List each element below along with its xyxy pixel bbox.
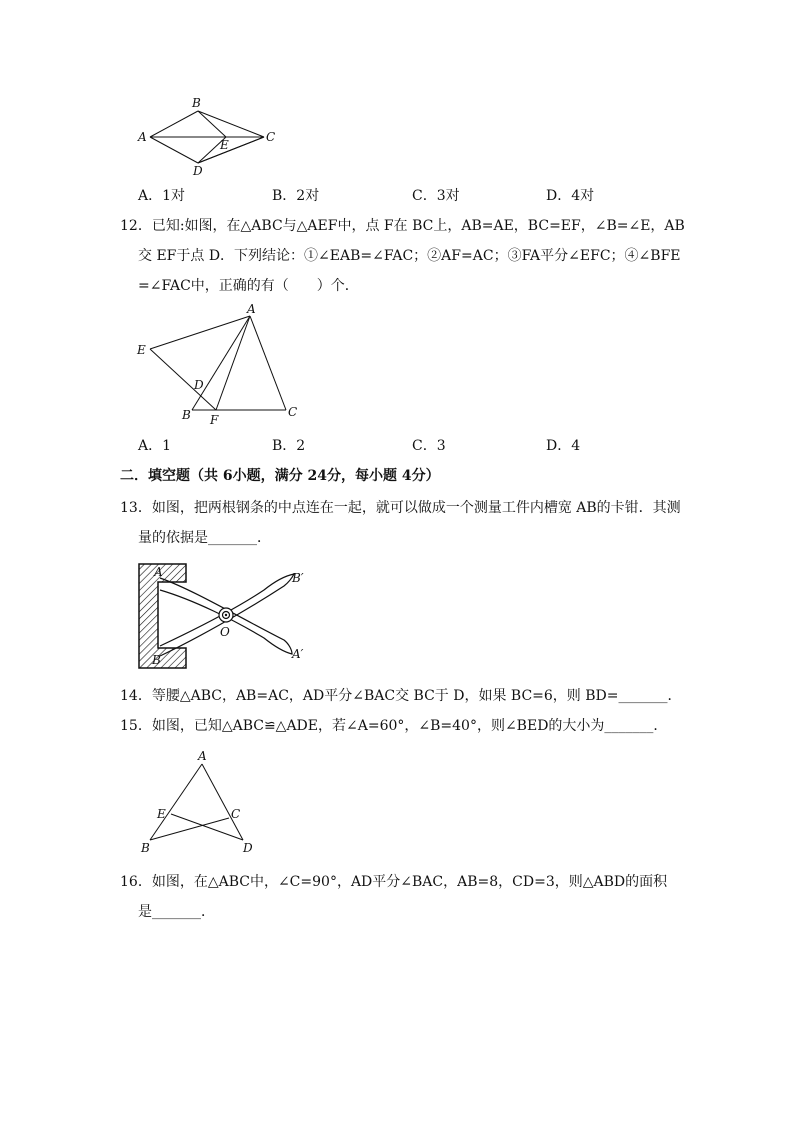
- q12-label-D: D: [194, 378, 204, 392]
- q11-option-a: A．1对: [138, 188, 186, 204]
- q12-figure: [130, 302, 310, 427]
- q11-label-A: A: [138, 130, 147, 144]
- q15-line-1: 15．如图，已知△ABC≌△ADE，若∠A=60°，∠B=40°，则∠BED的大小为_______．: [120, 718, 668, 734]
- q13-label-A: A: [154, 565, 163, 579]
- q16-line-2: 是_______．: [138, 904, 215, 920]
- q12-label-C: C: [288, 405, 298, 419]
- q12-option-d: D．4: [546, 438, 581, 454]
- q15-label-E: E: [157, 807, 166, 821]
- q14-line-1: 14．等腰△ABC，AB=AC，AD平分∠BAC交 BC于 D，如果 BC=6，则 BD=_______．: [120, 688, 682, 704]
- q12-label-E: E: [137, 343, 146, 357]
- q15-label-C: C: [231, 807, 241, 821]
- q12-label-B: B: [182, 408, 191, 422]
- q11-label-E: E: [220, 138, 229, 152]
- q13-label-O: O: [220, 625, 230, 639]
- q15-figure: [135, 748, 275, 858]
- section-2-heading: 二．填空题（共 6小题，满分 24分，每小题 4分）: [120, 468, 440, 484]
- q12-option-c: C．3: [412, 438, 446, 454]
- q16-line-1: 16．如图，在△ABC中，∠C=90°，AD平分∠BAC，AB=8，CD=3，则△ABD的面积: [120, 874, 668, 890]
- q11-label-C: C: [266, 130, 276, 144]
- q12-line-3: =∠FAC中，正确的有（ ）个．: [138, 278, 359, 294]
- q13-label-B: B: [152, 653, 161, 667]
- q11-label-D: D: [193, 164, 203, 178]
- q13-line-1: 13．如图，把两根钢条的中点连在一起，就可以做成一个测量工件内槽宽 AB的卡钳．其测: [120, 500, 681, 516]
- q11-figure: [130, 95, 290, 180]
- q11-option-d: D．4对: [546, 188, 595, 204]
- q12-option-a: A．1: [138, 438, 172, 454]
- q15-label-D: D: [243, 841, 253, 855]
- q13-line-2: 量的依据是_______．: [138, 530, 271, 546]
- q13-caliper-figure: [134, 560, 324, 675]
- q12-label-F: F: [210, 413, 219, 427]
- q13-label-Aprime: A′: [292, 647, 304, 661]
- q12-label-A: A: [247, 302, 256, 316]
- q12-line-2: 交 EF于点 D．下列结论：①∠EAB=∠FAC；②AF=AC；③FA平分∠EFC；④∠BFE: [138, 248, 681, 264]
- q15-label-A: A: [198, 749, 207, 763]
- q13-label-Bprime: B′: [292, 571, 304, 585]
- q11-option-c: C．3对: [412, 188, 460, 204]
- q12-line-1: 12．已知:如图，在△ABC与△AEF中，点 F在 BC上，AB=AE，BC=EF，∠B=∠E，AB: [120, 218, 685, 234]
- q12-option-b: B．2: [272, 438, 306, 454]
- q11-option-b: B．2对: [272, 188, 320, 204]
- q15-label-B: B: [141, 841, 150, 855]
- q11-label-B: B: [192, 96, 201, 110]
